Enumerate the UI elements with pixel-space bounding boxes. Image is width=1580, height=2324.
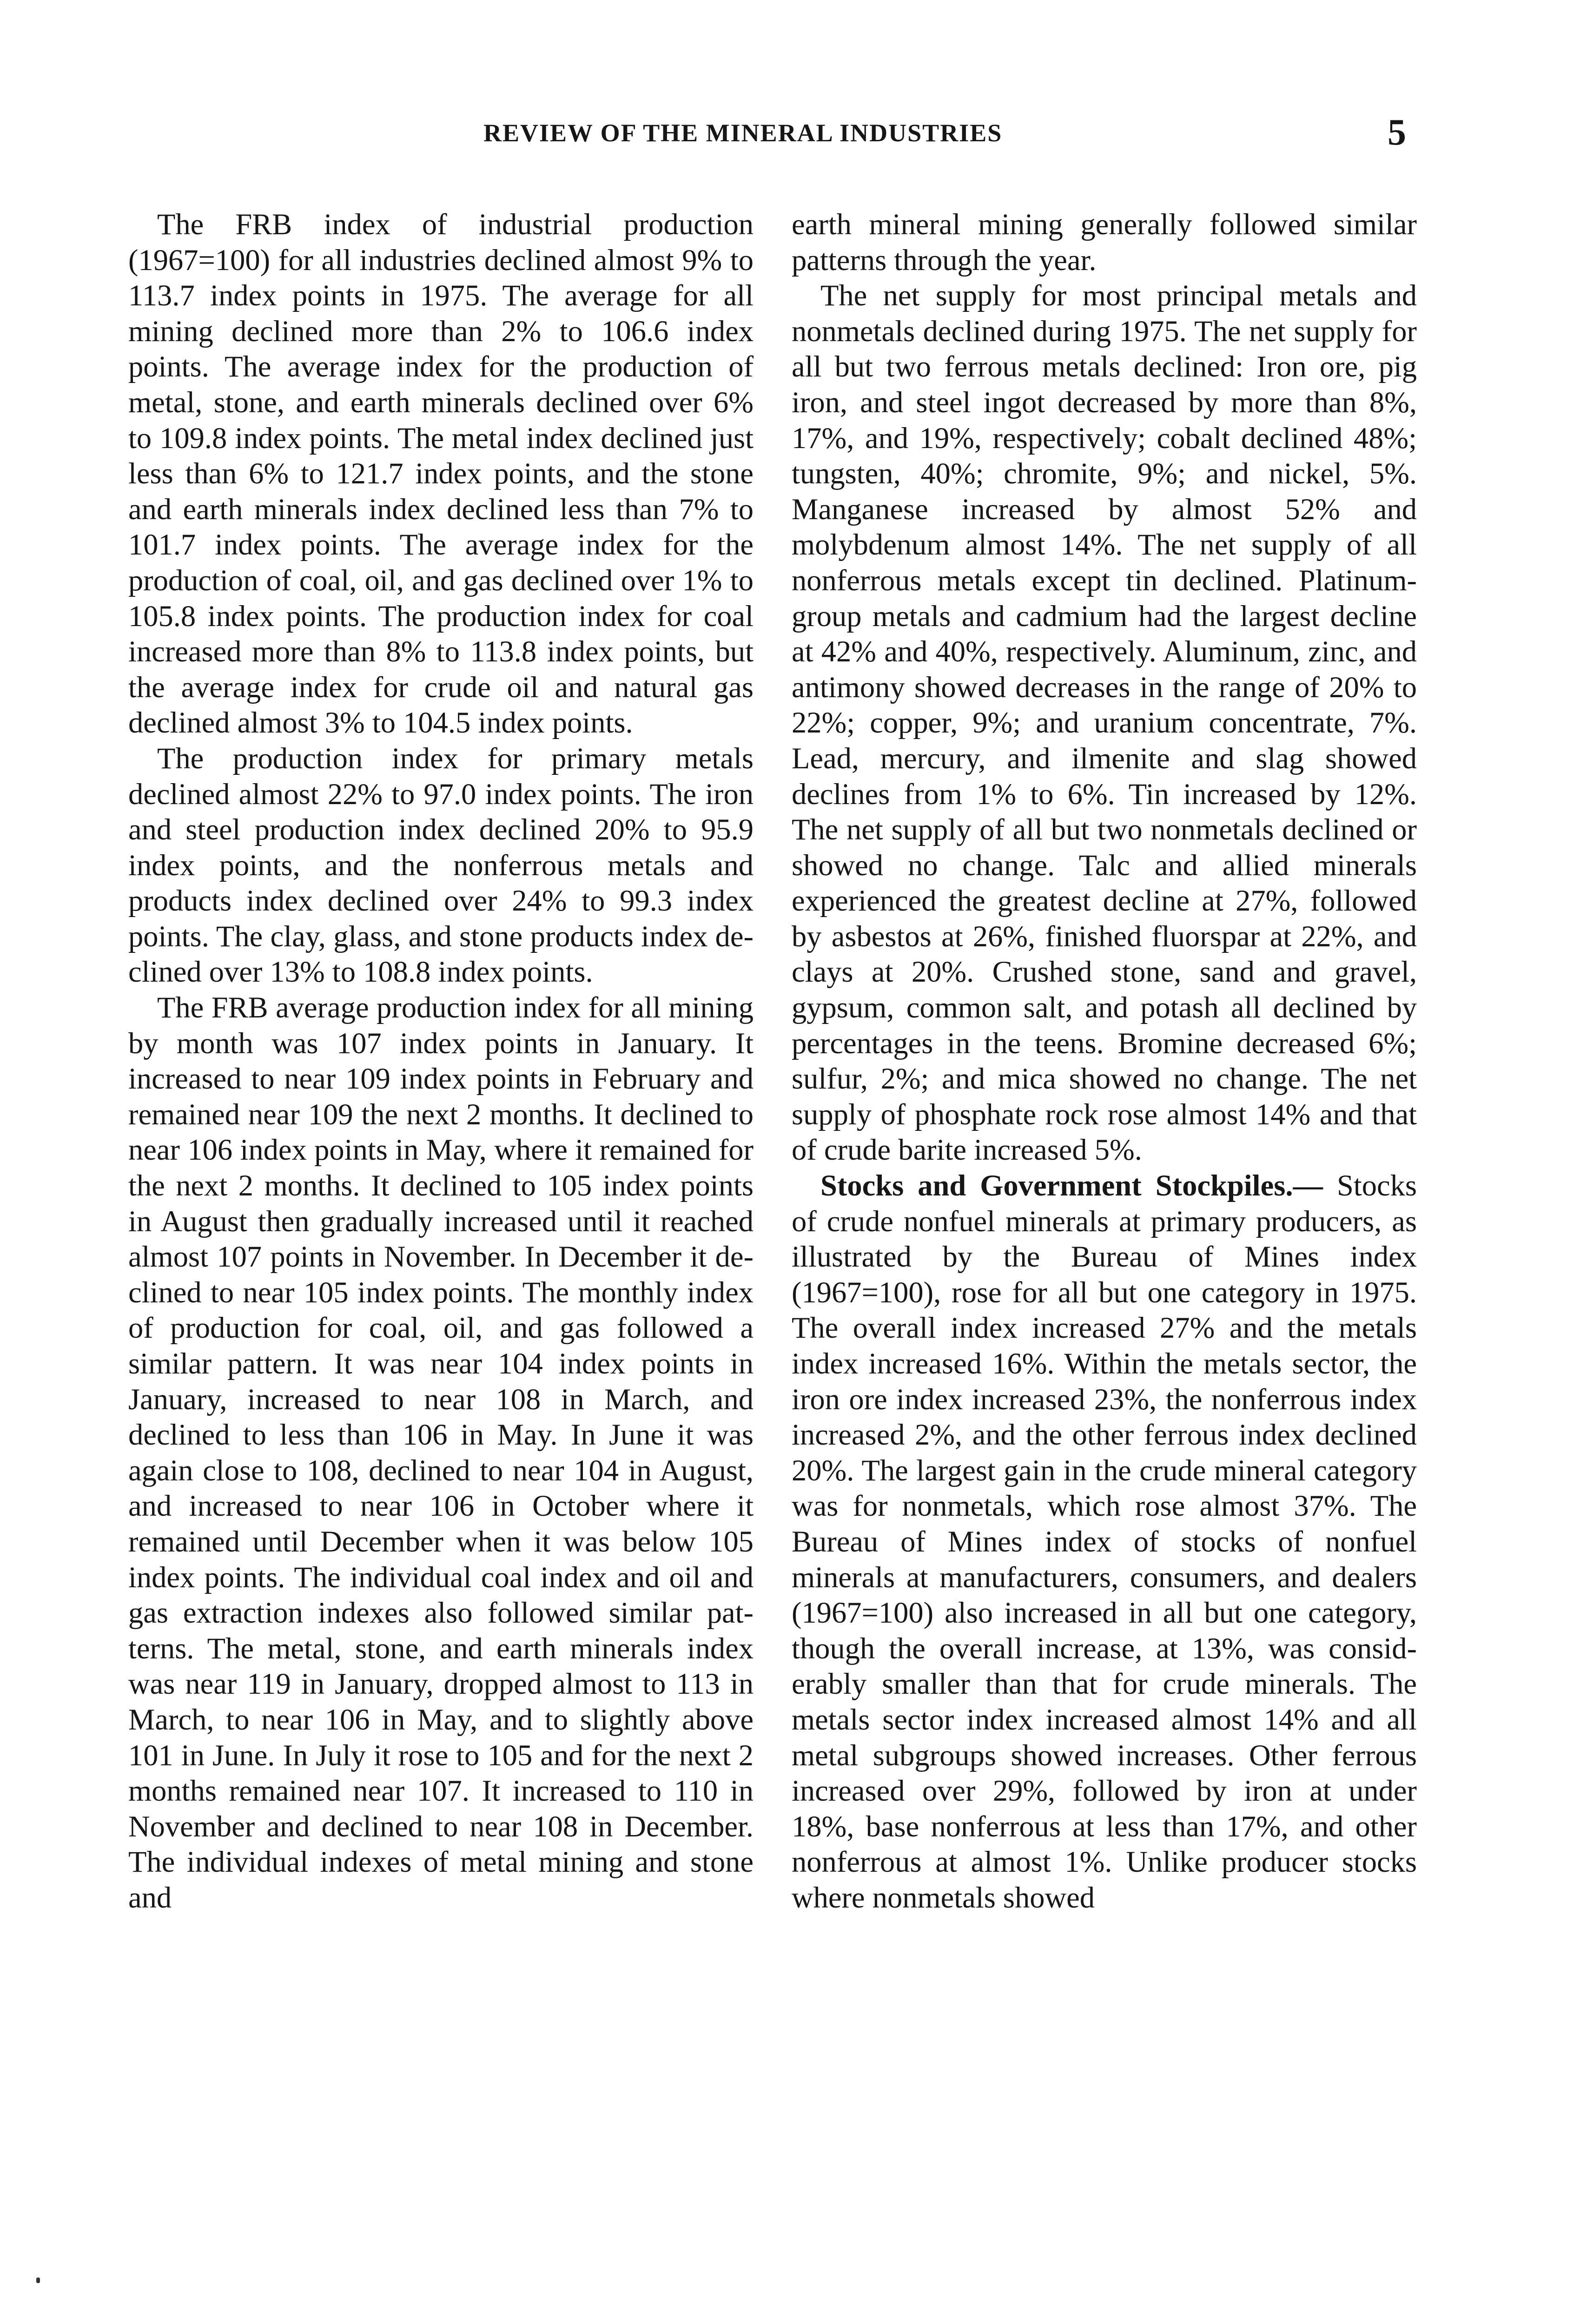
section-subheading: Stocks and Government Stockpiles.— xyxy=(820,1169,1323,1202)
paragraph-net-supply: The net supply for most principal metals and nonmetals declined during 1975. The net supply for all but two ferrous metals declined: Iron ore, pig iron, and steel ingot decreased by more than 8%, 17%, and 19%, respectively; cobalt declined 48%; tungsten, 40%; chromite, 9%; and nickel, 5%. Manganese increased by almost 52% and molybdenum almost 14%. The net supply of all nonferrous metals except tin declined. Platinum-group metals and cadmium had the largest decline at 42% and 40%, respectively. Aluminum, zinc, and antimony showed decreases in the range of 20% to 22%; copper, 9%; and uranium concentrate, 7%. Lead, mercury, and ilmenite and slag showed declines from 1% to 6%. Tin increased by 12%. The net supply of all but two nonmetals declined or showed no change. Talc and allied minerals experienced the greatest decline at 27%, followed by asbestos at 26%, finished fluorspar at 22%, and clays at 20%. Crushed stone, sand and gravel, gypsum, common salt, and potash all declined by percentages in the teens. Bromine decreased 6%; sulfur, 2%; and mica showed no change. The net supply of phosphate rock rose almost 14% and that of crude barite increased 5%. xyxy=(792,279,1417,1167)
right-column xyxy=(792,207,1417,1916)
running-head: REVIEW OF THE MINERAL INDUSTRIES xyxy=(483,119,1003,147)
paragraph-frb-industrial-index: The FRB index of industrial production (1967=100) for all industries declined almost 9% to 113.7 index points in 1975. The average for all mining declined more than 2% to 106.6 index points. The average index for the production of metal, stone, and earth minerals declined over 6% to 109.8 index points. The metal index declined just less than 6% to 121.7 index points, and the stone and earth minerals index declined less than 7% to 101.7 index points. The average index for the production of coal, oil, and gas declined over 1% to 105.8 index points. The production index for coal increased more than 8% to 113.8 index points, but the average index for crude oil and natural gas declined almost 3% to 104.5 index points. xyxy=(128,208,754,739)
paragraph-stocks-text: Stocks of crude nonfuel minerals at primary producers, as illustrated by the Bureau of Mines index (1967=100), rose for all but one category in 1975. The overall index increased 27% and the metals index increased 16%. Within the metals sector, the iron ore index increased 23%, the nonferrous index increased 2%, and the other ferrous index declined 20%. The largest gain in the crude mineral category was for nonmetals, which rose almost 37%. The Bureau of Mines index of stocks of nonfuel minerals at manufacturers, consumers, and dealers (1967=100) also increased in all but one category, though the overall increase, at 13%, was considerably smaller than that for crude minerals. The metals sector index increased almost 14% and all metal subgroups showed increases. Other ferrous increased over 29%, followed by iron at under 18%, base nonferrous at less than 17%, and other nonferrous at almost 1%. Unlike producer stocks where nonmetals showed xyxy=(792,1169,1417,1914)
page-number: 5 xyxy=(1388,112,1406,153)
paragraph-primary-metals-index: The production index for primary metals declined almost 22% to 97.0 index points. The iron and steel production index declined 20% to 95.9 index points, and the nonferrous metals and products index declined over 24% to 99.3 index points. The clay, glass, and stone products index declined over 13% to 108.8 index points. xyxy=(128,741,754,989)
scan-speck xyxy=(36,2278,40,2283)
paragraph-monthly-mining-index: The FRB average production index for all mining by month was 107 index points in January. It increased to near 109 index points in February and remained near 109 the next 2 months. It declined to near 106 index points in May, where it remained for the next 2 months. It declined to 105 index points in August then gradually increased until it reached almost 107 points in November. In December it declined to near 105 index points. The monthly index of production for coal, oil, and gas followed a similar pattern. It was near 104 index points in January, increased to near 108 in March, and declined to less than 106 in May. In June it was again close to 108, declined to near 104 in August, and increased to near 106 in October where it remained until December when it was below 105 index points. The individual coal index and oil and gas extraction indexes also followed similar patterns. The metal, stone, and earth minerals index was near 119 in January, dropped almost to 113 in March, to near 106 in May, and to slightly above 101 in June. In July it rose to 105 and for the next 2 months remained near 107. It increased to 110 in November and declined to near 108 in December. The individual indexes of metal mining and stone and xyxy=(128,991,754,1914)
left-column xyxy=(128,207,754,1916)
paragraph-continued-earth-minerals: earth mineral mining generally followed similar patterns through the year. xyxy=(792,208,1417,277)
paragraph-stocks-stockpiles xyxy=(792,1168,1417,1915)
